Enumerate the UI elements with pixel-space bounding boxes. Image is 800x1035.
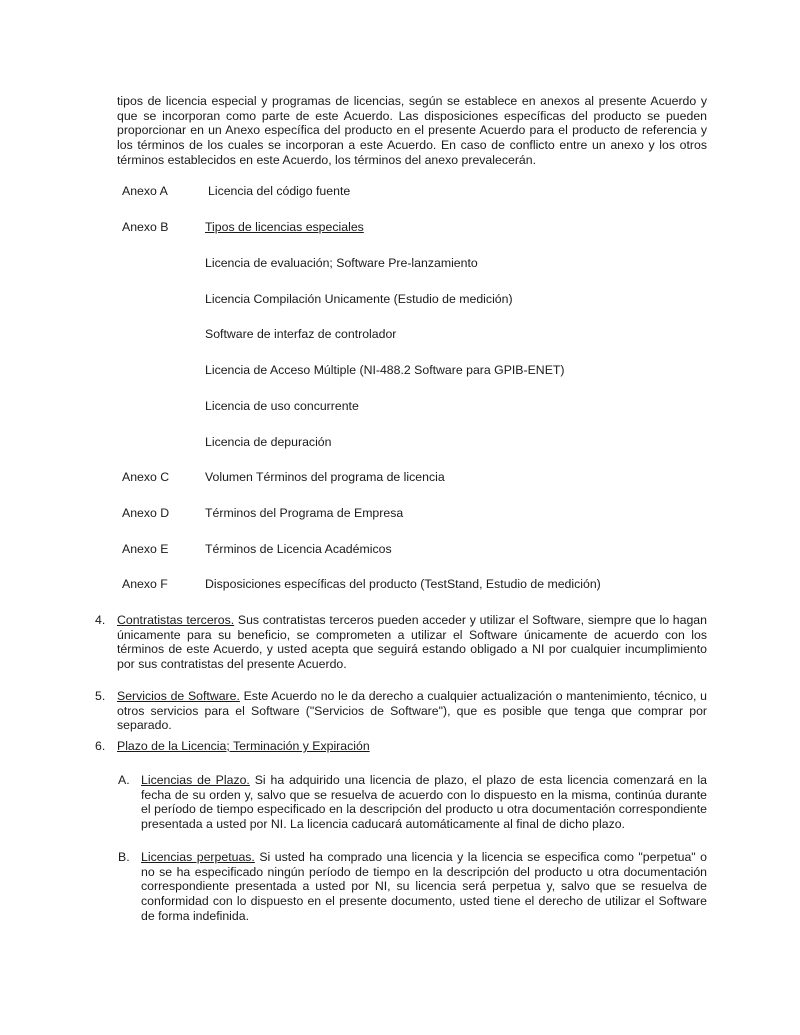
annex-b-item [122,256,722,272]
intro-paragraph: tipos de licencia especial y programas de licencias, según se establece en anexos al presente Acuerdo y que se incorporan como parte de este Acuerdo. Las disposiciones específicas del producto se pueden proporcionar en un Anexo específica del producto en el presente Acuerdo para el producto de referencia y los términos de los cuales se incorporan a este Acuerdo. En caso de conflicto entre un anexo y los otros términos establecidos en este Acuerdo, los términos del anexo prevalecerán. [117,94,707,167]
annex-f-row [122,577,722,593]
annex-f-value: Disposiciones específicas del producto (TestStand, Estudio de medición) [205,577,601,591]
annex-b-row [122,220,722,236]
annex-d-value: Términos del Programa de Empresa [205,506,404,520]
section-number: 5. [95,689,106,703]
annex-c-value: Volumen Términos del programa de licencia [205,470,445,484]
section-text: Sus contratistas terceros pueden acceder y utilizar el Software, siempre que lo hagan únicamente para su beneficio, se comprometen a utilizar el Software únicamente de acuerdo con los términos de este Acuerdo, y usted acepta que seguirá estando obligado a NI por cualquier incumplimiento por sus contratistas del presente Acuerdo. [117,613,707,672]
section-body [117,689,707,733]
annex-b-item [122,327,722,343]
annex-a-value: Licencia del código fuente [208,184,351,198]
section-title: Contratistas terceros. [117,613,235,627]
annex-a-key: Anexo A [122,184,168,198]
annex-b-value: Tipos de licencias especiales [205,220,364,234]
subsection-body [141,850,707,924]
annex-a-row [122,184,722,200]
section-body [117,613,707,672]
subsection-title: Licencias perpetuas. [141,850,255,864]
section-text: Este Acuerdo no le da derecho a cualquier actualización o mantenimiento, técnico, u otros servicios para el Software ("Servicios de Software"), que es posible que tenga que comprar por separado. [117,689,707,733]
annex-e-key: Anexo E [122,542,169,556]
subsection-body [141,773,707,832]
annex-c-row [122,470,722,486]
annex-d-row [122,506,722,522]
annex-b-item-label: Licencia Compilación Unicamente (Estudio de medición) [205,292,513,306]
section-number: 4. [95,613,106,627]
annex-b-item [122,363,722,379]
annex-b-item [122,399,722,415]
section-title: Plazo de la Licencia; Terminación y Expiración [117,739,370,753]
annex-b-item-label: Licencia de evaluación; Software Pre-lanzamiento [205,256,478,270]
annex-b-item [122,435,722,451]
section-title: Servicios de Software. [117,689,240,703]
annex-e-row [122,542,722,558]
annex-b-item [122,292,722,308]
annex-b-item-label: Licencia de Acceso Múltiple (NI-488.2 Software para GPIB-ENET) [205,363,565,377]
annex-e-value: Términos de Licencia Académicos [205,542,392,556]
subsection-title: Licencias de Plazo. [141,773,250,787]
section-body [117,739,707,754]
subsection-text: Si usted ha comprado una licencia y la licencia se especifica como "perpetua" o no se ha especificado ningún período de tiempo en la descripción del producto u otra documentación correspondiente presentada a usted por NI, su licencia será perpetua y, salvo que se resuelva de conformidad con lo dispuesto en el presente documento, usted tiene el derecho de utilizar el Software de forma indefinida. [141,850,707,923]
annex-f-key: Anexo F [122,577,168,591]
annex-b-item-label: Licencia de uso concurrente [205,399,359,413]
subsection-letter: A. [118,773,130,787]
annex-d-key: Anexo D [122,506,170,520]
section-number: 6. [95,739,106,753]
subsection-text: Si ha adquirido una licencia de plazo, el plazo de esta licencia comenzará en la fecha de su orden y, salvo que se resuelva de acuerdo con lo dispuesto en la misma, continúa durante el período de tiempo especificado en la descripción del producto u otra documentación correspondiente presentada a usted por NI. La licencia caducará automáticamente al final de dicho plazo. [141,773,708,832]
annex-b-item-label: Software de interfaz de controlador [205,327,397,341]
annex-b-item-label: Licencia de depuración [205,435,332,449]
annex-c-key: Anexo C [122,470,170,484]
subsection-letter: B. [118,850,130,864]
annex-b-key: Anexo B [122,220,169,234]
